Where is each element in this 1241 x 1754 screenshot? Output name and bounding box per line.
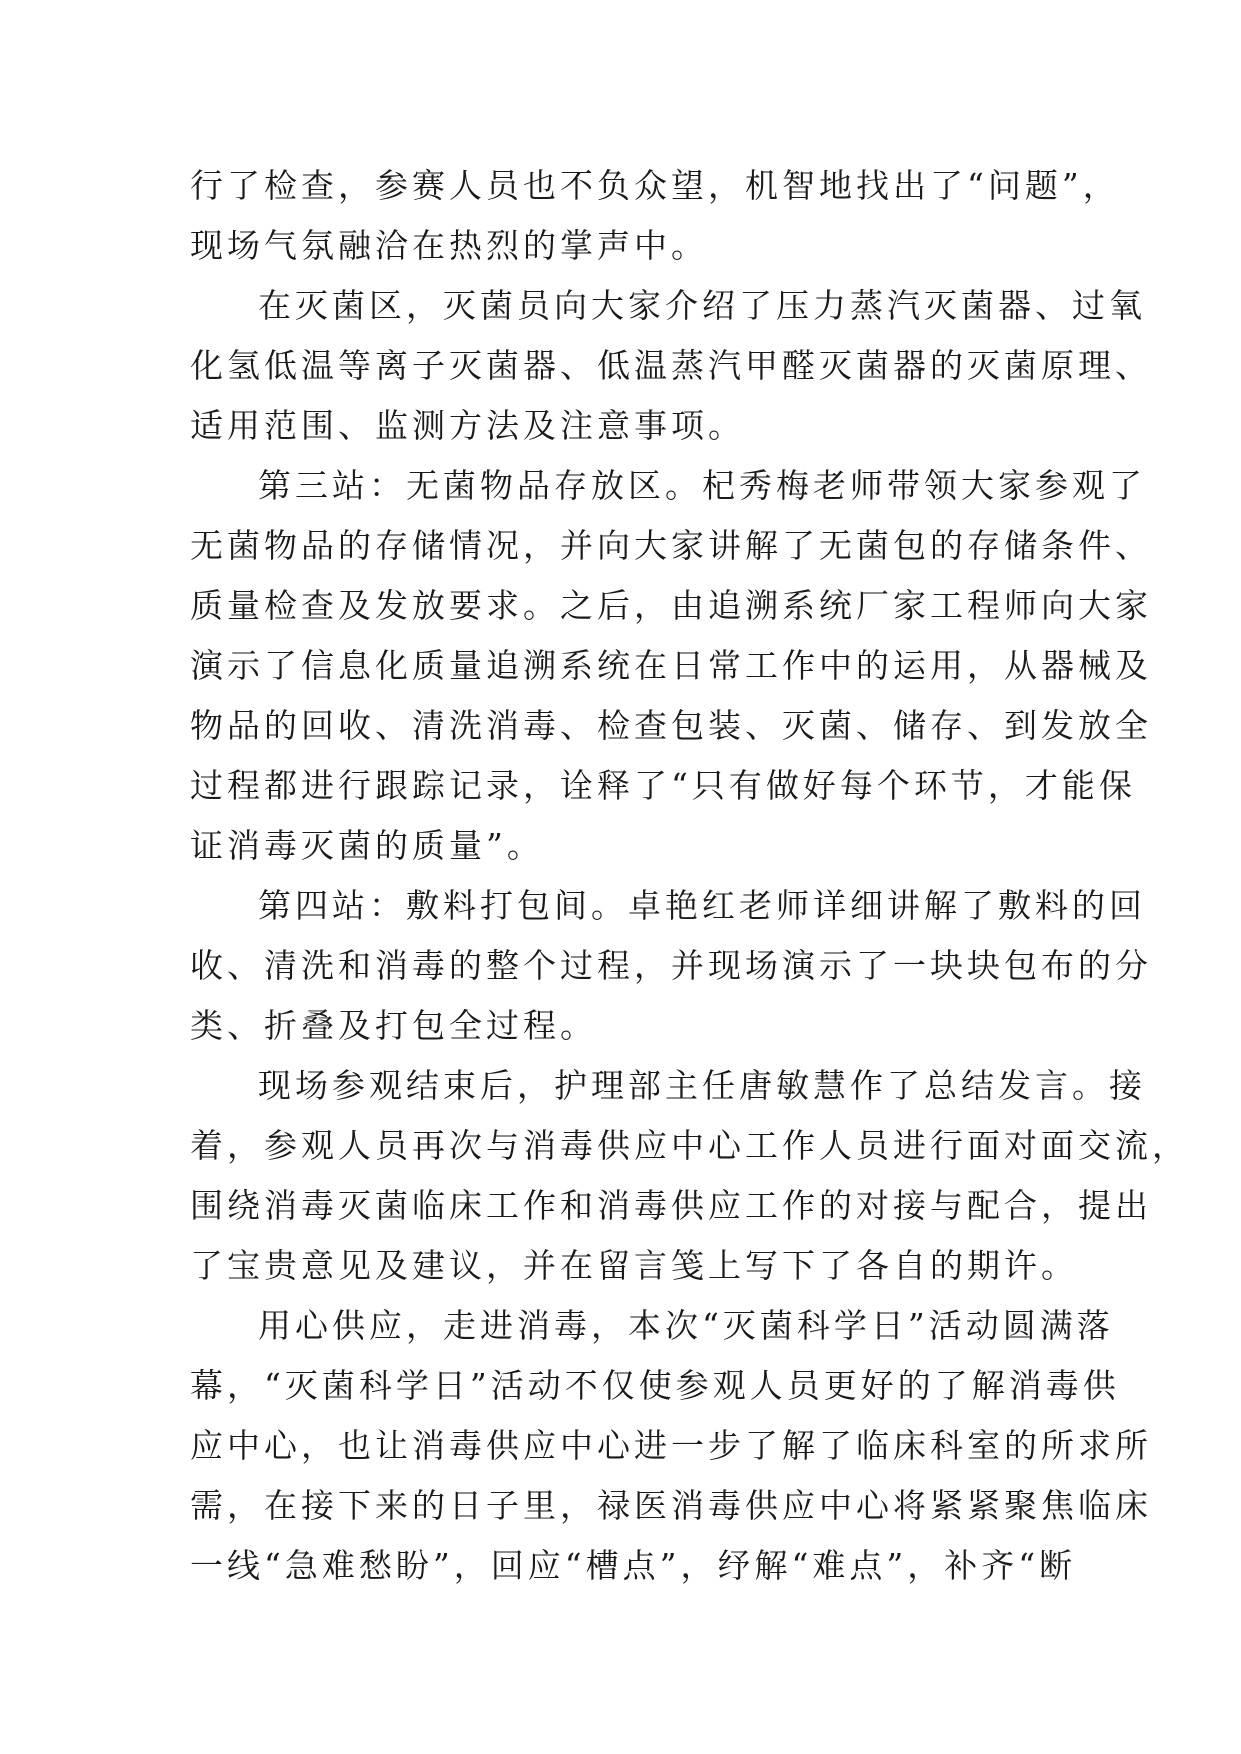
text-line: 化氢低温等离子灭菌器、低温蒸汽甲醛灭菌器的灭菌原理、 (190, 346, 1152, 385)
text-line: 应中心，也让消毒供应中心进一步了解了临床科室的所求所 (190, 1426, 1152, 1465)
text-line: 质量检查及发放要求。之后，由追溯系统厂家工程师向大家 (190, 586, 1152, 625)
text-line: 证消毒灭菌的质量”。 (190, 826, 544, 865)
paragraph-start-line: 第三站：无菌物品存放区。杞秀梅老师带领大家参观了 (258, 466, 1146, 505)
text-line: 无菌物品的存储情况，并向大家讲解了无菌包的存储条件、 (190, 526, 1152, 565)
text-line: 幕，“灭菌科学日”活动不仅使参观人员更好的了解消毒供 (190, 1366, 1120, 1405)
text-line: 现场气氛融洽在热烈的掌声中。 (190, 226, 708, 265)
text-line: 了宝贵意见及建议，并在留言笺上写下了各自的期许。 (190, 1246, 1078, 1285)
text-line: 围绕消毒灭菌临床工作和消毒供应工作的对接与配合，提出 (190, 1186, 1152, 1225)
text-line: 过程都进行跟踪记录，诠释了“只有做好每个环节，才能保 (190, 766, 1136, 805)
text-line: 适用范围、监测方法及注意事项。 (190, 406, 745, 445)
paragraph-start-line: 用心供应，走进消毒，本次“灭菌科学日”活动圆满落 (258, 1306, 1114, 1345)
text-line: 物品的回收、清洗消毒、检查包装、灭菌、储存、到发放全 (190, 706, 1152, 745)
text-line: 类、折叠及打包全过程。 (190, 1006, 597, 1045)
text-line: 需，在接下来的日子里，禄医消毒供应中心将紧紧聚焦临床 (190, 1486, 1152, 1525)
text-line: 行了检查，参赛人员也不负众望，机智地找出了“问题”， (190, 166, 1120, 205)
paragraph-start-line: 第四站：敷料打包间。卓艳红老师详细讲解了敷料的回 (258, 886, 1146, 925)
text-line: 一线“急难愁盼”，回应“槽点”，纾解“难点”，补齐“断 (190, 1546, 1077, 1585)
text-line: 演示了信息化质量追溯系统在日常工作中的运用，从器械及 (190, 646, 1152, 685)
body-text (190, 156, 1189, 1596)
paragraph-start-line: 现场参观结束后，护理部主任唐敏慧作了总结发言。接 (258, 1066, 1146, 1105)
paragraph-start-line: 在灭菌区，灭菌员向大家介绍了压力蒸汽灭菌器、过氧 (258, 286, 1146, 325)
text-line: 着，参观人员再次与消毒供应中心工作人员进行面对面交流， (190, 1126, 1189, 1165)
text-line: 收、清洗和消毒的整个过程，并现场演示了一块块包布的分 (190, 946, 1152, 985)
